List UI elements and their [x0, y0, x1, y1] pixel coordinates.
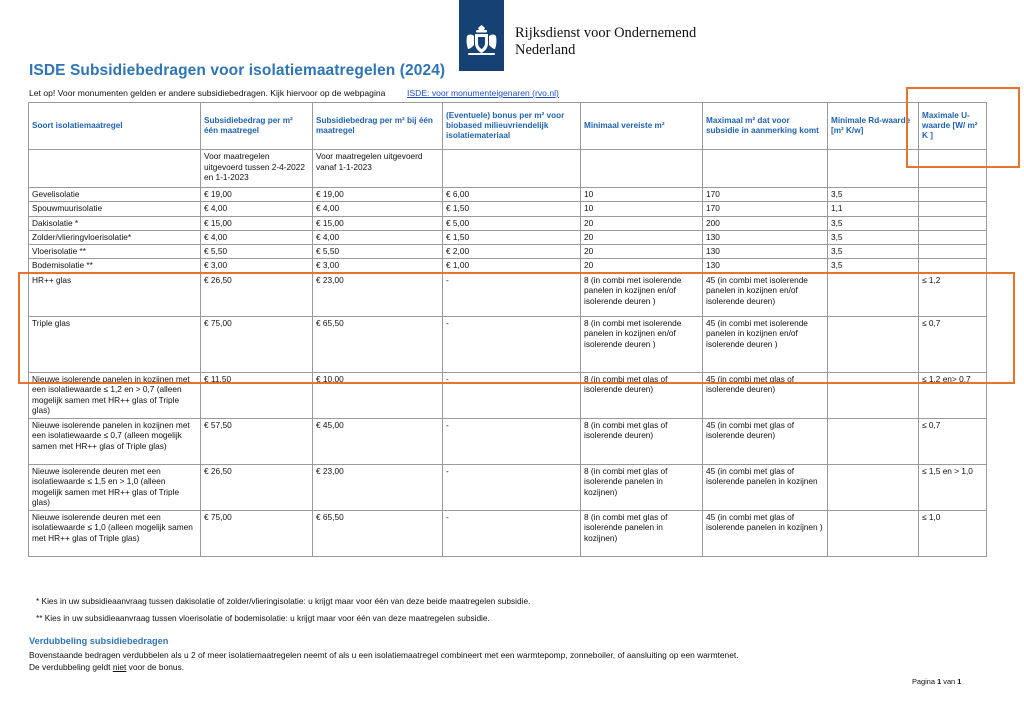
table-row: [29, 245, 987, 259]
table-cell: € 57,50: [201, 418, 313, 464]
table-cell: € 23,00: [313, 273, 443, 316]
table-cell: 200: [703, 216, 828, 230]
column-header: (Eventuele) bonus per m² voor biobased milieuvriendelijk isolatiemateriaal: [443, 103, 581, 150]
table-cell: 45 (in combi met glas of isolerende panelen in kozijnen: [703, 464, 828, 510]
table-cell: 3,5: [828, 188, 919, 202]
table-cell: € 5,50: [313, 245, 443, 259]
table-cell: 130: [703, 245, 828, 259]
table-cell: 170: [703, 188, 828, 202]
table-row: [29, 273, 987, 316]
table-cell: € 3,00: [201, 259, 313, 273]
organization-name: [515, 25, 696, 59]
table-cell: -: [443, 316, 581, 372]
table-cell: ≤ 1,2 en> 0,7: [919, 372, 987, 418]
table-cell: 20: [581, 259, 703, 273]
table-cell: Voor maatregelen uitgevoerd vanaf 1-1-2023: [313, 150, 443, 188]
table-cell: 8 (in combi met isolerende panelen in kozijnen en/of isolerende deuren ): [581, 316, 703, 372]
table-cell: 130: [703, 230, 828, 244]
table-cell: € 6,00: [443, 188, 581, 202]
page-current: 1: [937, 677, 942, 686]
doubling-text: Bovenstaande bedragen verdubbelen als u 2 of meer isolatiemaatregelen neemt of als u een isolatiemaatregel combineert met een warmtepomp, zonneboiler, of aansluiting op een warmtenet.: [29, 650, 739, 660]
table-cell: ≤ 1,2: [919, 273, 987, 316]
table-cell: -: [443, 418, 581, 464]
table-cell: [919, 202, 987, 216]
table-cell: € 11,50: [201, 372, 313, 418]
measure-name-cell: Triple glas: [29, 316, 201, 372]
table-cell: € 1,50: [443, 202, 581, 216]
table-cell: ≤ 0,7: [919, 316, 987, 372]
table-cell: € 4,00: [201, 230, 313, 244]
table-cell: [828, 316, 919, 372]
table-cell: 45 (in combi met glas of isolerende panelen in kozijnen ): [703, 510, 828, 556]
footnote-floor: ** Kies in uw subsidieaanvraag tussen vloerisolatie of bodemisolatie: u krijgt maar voor één van deze maatregelen subsidie.: [36, 613, 490, 623]
table-cell: 8 (in combi met isolerende panelen in kozijnen en/of isolerende deuren ): [581, 273, 703, 316]
page-of: van: [941, 677, 958, 686]
coat-of-arms-icon: [464, 24, 499, 58]
table-cell: € 5,00: [443, 216, 581, 230]
table-cell: € 23,00: [313, 464, 443, 510]
organization-name-line1: Rijksdienst voor Ondernemend: [515, 25, 697, 41]
doubling-heading: Verdubbeling subsidiebedragen: [29, 636, 169, 646]
table-cell: € 1,50: [443, 230, 581, 244]
table-cell: 10: [581, 202, 703, 216]
page-label: Pagina: [912, 677, 938, 686]
table-cell: € 10,00: [313, 372, 443, 418]
table-cell: 20: [581, 230, 703, 244]
table-cell: € 65,50: [313, 510, 443, 556]
table-cell: 8 (in combi met glas of isolerende deuren): [581, 372, 703, 418]
table-cell: € 75,00: [201, 316, 313, 372]
table-cell: 45 (in combi met isolerende panelen in kozijnen en/of isolerende deuren): [703, 273, 828, 316]
organization-name-line2: Nederland: [515, 42, 576, 58]
measure-name-cell: Nieuwe isolerende panelen in kozijnen met een isolatiewaarde ≤ 0,7 (alleen mogelijk samen met HR++ glas of Triple glas): [29, 418, 201, 464]
table-cell: € 75,00: [201, 510, 313, 556]
table-cell: -: [443, 510, 581, 556]
table-cell: € 5,50: [201, 245, 313, 259]
table-cell: 3,5: [828, 259, 919, 273]
table-cell: € 65,50: [313, 316, 443, 372]
table-cell: 8 (in combi met glas of isolerende panelen in kozijnen): [581, 510, 703, 556]
table-row: [29, 510, 987, 556]
table-cell: -: [443, 372, 581, 418]
table-cell: € 19,00: [201, 188, 313, 202]
table-cell: [919, 259, 987, 273]
measure-name-cell: Nieuwe isolerende deuren met een isolatiewaarde ≤ 1,5 en > 1,0 (alleen mogelijk samen met HR++ glas of Triple glas): [29, 464, 201, 510]
table-cell: [828, 372, 919, 418]
table-row: [29, 259, 987, 273]
table-row: [29, 372, 987, 418]
table-cell: [828, 464, 919, 510]
measure-name-cell: Nieuwe isolerende panelen in kozijnen met een isolatiewaarde ≤ 1,2 en > 0,7 (alleen mogelijk samen met HR++ glas of Triple glas): [29, 372, 201, 418]
table-cell: [919, 188, 987, 202]
table-cell: [919, 245, 987, 259]
table-cell: € 26,50: [201, 464, 313, 510]
subsidy-table: [28, 102, 987, 557]
table-subheader-row: [29, 150, 987, 188]
table-cell: [919, 230, 987, 244]
column-header: Subsidiebedrag per m² één maatregel: [201, 103, 313, 150]
table-cell: € 1,00: [443, 259, 581, 273]
table-cell: [703, 150, 828, 188]
column-header: Maximale U-waarde [W/ m² K ]: [919, 103, 987, 150]
table-cell: 45 (in combi met isolerende panelen in kozijnen en/of isolerende deuren ): [703, 316, 828, 372]
table-cell: [443, 150, 581, 188]
table-cell: [919, 216, 987, 230]
table-cell: -: [443, 273, 581, 316]
table-row: [29, 418, 987, 464]
table-cell: 10: [581, 188, 703, 202]
table-cell: € 2,00: [443, 245, 581, 259]
table-cell: € 3,00: [313, 259, 443, 273]
measure-name-cell: Zolder/vlieringvloerisolatie*: [29, 230, 201, 244]
table-cell: € 19,00: [313, 188, 443, 202]
table-cell: 3,5: [828, 230, 919, 244]
table-cell: € 26,50: [201, 273, 313, 316]
measure-name-cell: Nieuwe isolerende deuren met een isolatiewaarde ≤ 1,0 (alleen mogelijk samen met HR++ glas of Triple glas): [29, 510, 201, 556]
page-number: [912, 677, 961, 686]
table-cell: 8 (in combi met glas of isolerende panelen in kozijnen): [581, 464, 703, 510]
table-cell: € 4,00: [313, 230, 443, 244]
table-cell: ≤ 1,0: [919, 510, 987, 556]
document-title: ISDE Subsidiebedragen voor isolatiemaatregelen (2024): [29, 62, 446, 79]
doubling-exception-pre: De verdubbeling geldt: [29, 662, 113, 672]
table-cell: € 15,00: [201, 216, 313, 230]
table-cell: 130: [703, 259, 828, 273]
table-cell: [828, 273, 919, 316]
table-cell: € 15,00: [313, 216, 443, 230]
monument-owners-link[interactable]: ISDE: voor monumenteigenaren (rvo.nl): [407, 88, 559, 98]
table-cell: [919, 150, 987, 188]
table-row: [29, 230, 987, 244]
monument-notice: Let op! Voor monumenten gelden er andere subsidiebedragen. Kijk hiervoor op de webpagina: [29, 88, 386, 98]
table-header-row: [29, 103, 987, 150]
measure-name-cell: Vloerisolatie **: [29, 245, 201, 259]
table-cell: 3,5: [828, 245, 919, 259]
table-cell: ≤ 1,5 en > 1,0: [919, 464, 987, 510]
table-cell: 1,1: [828, 202, 919, 216]
column-header: Soort isolatiemaatregel: [29, 103, 201, 150]
column-header: Minimale Rd-waarde [m² K/w]: [828, 103, 919, 150]
table-cell: 8 (in combi met glas of isolerende deuren): [581, 418, 703, 464]
doubling-exception-not: niet: [112, 662, 127, 672]
table-cell: 170: [703, 202, 828, 216]
table-cell: ≤ 0,7: [919, 418, 987, 464]
column-header: Subsidiebedrag per m² bij één maatregel: [313, 103, 443, 150]
doubling-exception: [29, 662, 184, 672]
table-cell: 45 (in combi met glas of isolerende deuren): [703, 418, 828, 464]
table-cell: € 45,00: [313, 418, 443, 464]
measure-name-cell: Dakisolatie *: [29, 216, 201, 230]
table-cell: [828, 510, 919, 556]
table-cell: Voor maatregelen uitgevoerd tussen 2-4-2022 en 1-1-2023: [201, 150, 313, 188]
table-cell: 20: [581, 216, 703, 230]
table-cell: € 4,00: [313, 202, 443, 216]
table-cell: 45 (in combi met glas of isolerende deuren): [703, 372, 828, 418]
logo-bar: [459, 0, 504, 71]
measure-name-cell: HR++ glas: [29, 273, 201, 316]
doubling-exception-post: voor de bonus.: [126, 662, 185, 672]
table-row: [29, 316, 987, 372]
table-cell: € 4,00: [201, 202, 313, 216]
measure-name-cell: Bodemisolatie **: [29, 259, 201, 273]
table-cell: -: [443, 464, 581, 510]
table-row: [29, 188, 987, 202]
table-cell: [581, 150, 703, 188]
page-total: 1: [957, 677, 962, 686]
table-row: [29, 202, 987, 216]
table-cell: 3,5: [828, 216, 919, 230]
column-header: Maximaal m² dat voor subsidie in aanmerking komt: [703, 103, 828, 150]
table-cell: [828, 150, 919, 188]
measure-name-cell: Gevelisolatie: [29, 188, 201, 202]
footnote-roof: * Kies in uw subsidieaanvraag tussen dakisolatie of zolder/vlieringisolatie: u krijgt maar voor één van deze beide maatregelen subsidie.: [36, 596, 531, 606]
column-header: Minimaal vereiste m²: [581, 103, 703, 150]
table-cell: 20: [581, 245, 703, 259]
table-cell: [29, 150, 201, 188]
measure-name-cell: Spouwmuurisolatie: [29, 202, 201, 216]
table-cell: [828, 418, 919, 464]
table-row: [29, 464, 987, 510]
table-row: [29, 216, 987, 230]
